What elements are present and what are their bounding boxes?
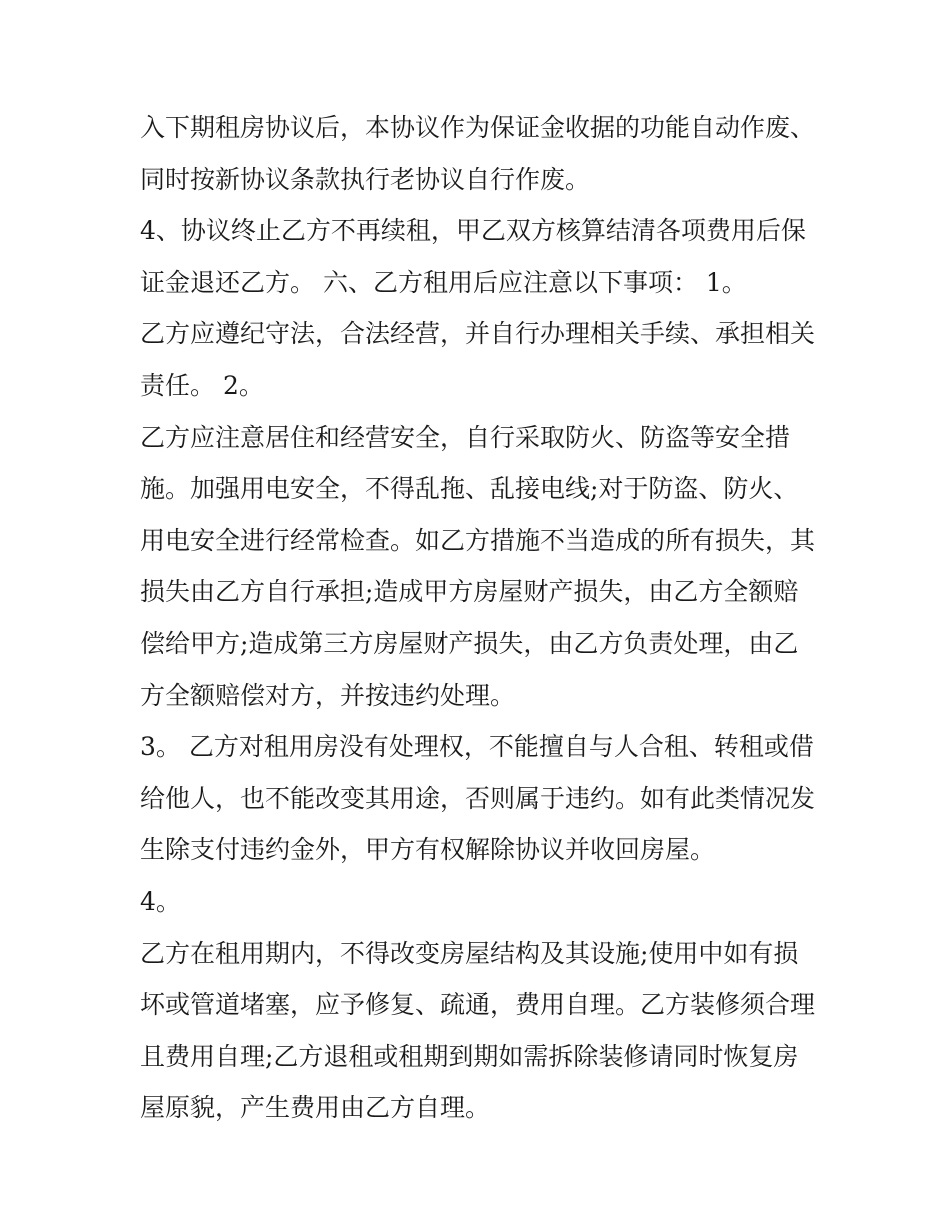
text-line: 证金退还乙方。 六、乙方租用后应注意以下事项： 1。 (140, 267, 747, 297)
text-line: 4、协议终止乙方不再续租，甲乙双方核算结清各项费用后保 (140, 216, 806, 246)
text-line: 坏或管道堵塞，应予修复、疏通，费用自理。乙方装修须合理 (140, 990, 816, 1020)
text-line: 且费用自理;乙方退租或租期到期如需拆除装修请同时恢复房 (140, 1041, 799, 1071)
document-body (140, 102, 820, 1134)
text-line: 同时按新协议条款执行老协议自行作废。 (140, 164, 591, 194)
text-line: 损失由乙方自行承担;造成甲方房屋财产损失，由乙方全额赔 (140, 577, 799, 607)
text-line: 方全额赔偿对方，并按违约处理。 (140, 680, 516, 710)
text-line: 屋原貌，产生费用由乙方自理。 (140, 1093, 491, 1123)
text-line: 用电安全进行经常检查。如乙方措施不当造成的所有损失，其 (140, 525, 816, 555)
text-line: 生除支付违约金外，甲方有权解除协议并收回房屋。 (140, 835, 716, 865)
text-line: 给他人，也不能改变其用途，否则属于违约。如有此类情况发 (140, 783, 816, 813)
text-line: 责任。 2。 (140, 370, 264, 400)
text-line: 入下期租房协议后，本协议作为保证金收据的功能自动作废、 (140, 113, 816, 142)
text-line: 偿给甲方;造成第三方房屋财产损失，由乙方负责处理，由乙 (140, 628, 799, 658)
text-line: 乙方应注意居住和经营安全，自行采取防火、防盗等安全措 (140, 422, 791, 452)
text-line: 4。 (140, 886, 181, 916)
text-line: 施。加强用电安全，不得乱拖、乱接电线;对于防盗、防火、 (140, 474, 799, 504)
text-line: 3。 乙方对租用房没有处理权，不能擅自与人合租、转租或借 (140, 732, 814, 762)
text-line: 乙方应遵纪守法，合法经营，并自行办理相关手续、承担相关 (140, 319, 816, 349)
text-line: 乙方在租用期内，不得改变房屋结构及其设施;使用中如有损 (140, 938, 799, 968)
